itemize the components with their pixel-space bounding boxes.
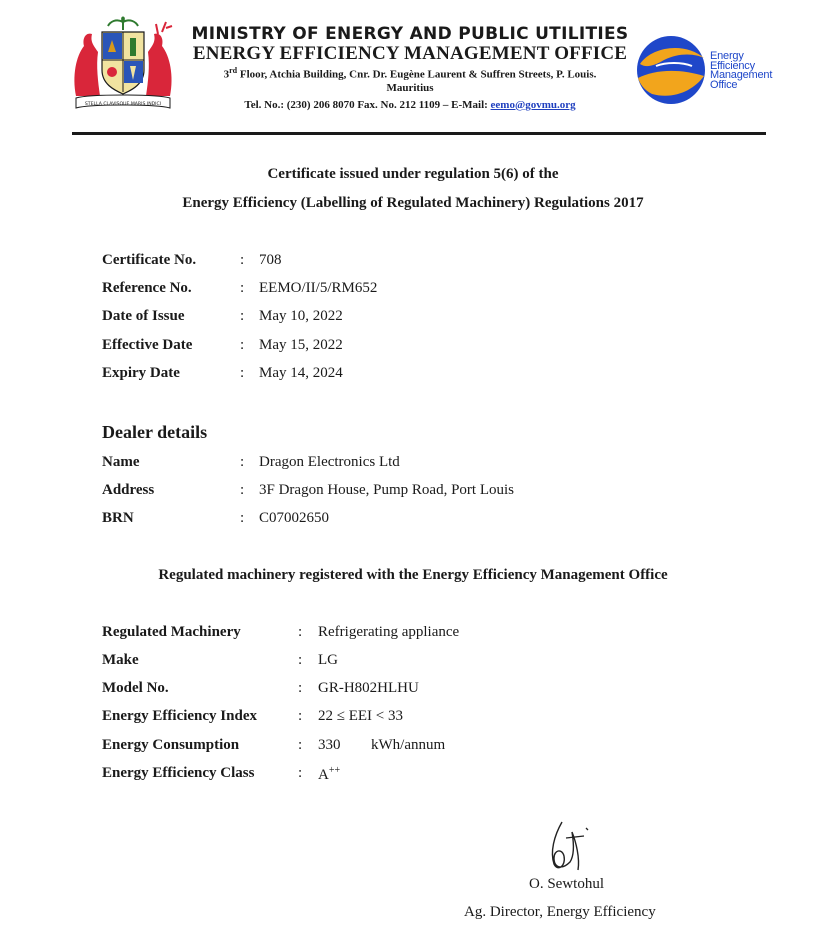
colon: : <box>240 510 245 526</box>
svg-text:STELLA CLAVISQUE MARIS INDICI: STELLA CLAVISQUE MARIS INDICI <box>84 102 162 107</box>
dealer-brn-label: BRN <box>102 510 134 526</box>
regulated-machinery-label: Regulated Machinery <box>102 624 241 640</box>
reference-no-label: Reference No. <box>102 280 192 296</box>
date-of-issue-label: Date of Issue <box>102 308 185 324</box>
handwritten-signature <box>540 818 604 874</box>
dealer-details-heading: Dealer details <box>102 422 208 442</box>
globe-logo-icon <box>634 34 708 106</box>
energy-consumption-label: Energy Consumption <box>102 737 240 753</box>
colon: : <box>298 652 303 668</box>
expiry-date-label: Expiry Date <box>102 365 180 381</box>
title-line-1: Certificate issued under regulation 5(6) of the <box>267 166 559 182</box>
effective-date-label: Effective Date <box>102 337 193 353</box>
make-label: Make <box>102 652 139 668</box>
colon: : <box>240 308 245 324</box>
machinery-heading: Regulated machinery registered with the Energy Efficiency Management Office <box>158 567 668 583</box>
colon: : <box>240 482 245 498</box>
logo-line: Management <box>710 69 773 81</box>
office-name: ENERGY EFFICIENCY MANAGEMENT OFFICE <box>192 43 628 64</box>
email-link[interactable]: eemo@govmu.org <box>490 98 576 111</box>
colon: : <box>298 680 303 696</box>
logo-line: Efficiency <box>710 59 755 72</box>
title-line-2: Energy Efficiency (Labelling of Regulated Machinery) Regulations 2017 <box>182 195 644 211</box>
colon: : <box>240 454 245 470</box>
colon: : <box>298 737 303 753</box>
office-address: 3rd Floor, Atchia Building, Cnr. Dr. Eugène Laurent & Suffren Streets, P. Louis. <box>223 66 597 81</box>
logo-text <box>710 52 772 90</box>
expiry-date-value: May 14, 2024 <box>259 365 343 381</box>
header-divider <box>72 132 766 135</box>
contact-text: Tel. No.: (230) 206 8070 Fax. No. 212 1109 – E-Mail: <box>244 98 491 111</box>
dealer-address-label: Address <box>102 482 155 498</box>
coat-of-arms-crest <box>70 16 176 112</box>
colon: : <box>298 765 303 781</box>
logo-line: Office <box>710 78 738 91</box>
office-country: Mauritius <box>386 81 434 94</box>
colon: : <box>240 337 245 353</box>
colon: : <box>240 252 245 268</box>
colon: : <box>240 280 245 296</box>
reference-no-value: EEMO/II/5/RM652 <box>259 280 378 296</box>
signatory-title: Ag. Director, Energy Efficiency <box>464 904 656 920</box>
eei-value: 22 ≤ EEI < 33 <box>318 708 404 724</box>
colon: : <box>240 365 245 381</box>
efficiency-class-value <box>318 765 340 784</box>
dealer-name-label: Name <box>102 454 140 470</box>
floor-superscript: rd <box>229 66 238 75</box>
efficiency-class-plus: ++ <box>328 765 341 776</box>
dealer-brn-value: C07002650 <box>259 510 330 526</box>
make-value: LG <box>318 652 338 668</box>
certificate-no-value: 708 <box>259 252 282 268</box>
eei-label: Energy Efficiency Index <box>102 708 257 724</box>
effective-date-value: May 15, 2022 <box>259 337 343 353</box>
model-no-value: GR-H802HLHU <box>318 680 419 696</box>
dealer-name-value: Dragon Electronics Ltd <box>259 454 400 470</box>
signatory-name: O. Sewtohul <box>529 876 604 892</box>
logo-line: Energy <box>710 50 744 62</box>
date-of-issue-value: May 10, 2022 <box>259 308 343 324</box>
efficiency-class-label: Energy Efficiency Class <box>102 765 255 781</box>
colon: : <box>298 708 303 724</box>
contact-line <box>180 98 640 112</box>
model-no-label: Model No. <box>102 680 169 696</box>
dealer-address-value: 3F Dragon House, Pump Road, Port Louis <box>259 482 514 498</box>
efficiency-class-letter: A <box>318 767 329 783</box>
eemo-logo <box>634 34 776 106</box>
energy-consumption-value: 330 <box>318 737 341 753</box>
energy-consumption-unit: kWh/annum <box>371 737 446 753</box>
certificate-no-label: Certificate No. <box>102 252 197 268</box>
ministry-name: MINISTRY OF ENERGY AND PUBLIC UTILITIES <box>191 24 629 44</box>
address-text: Floor, Atchia Building, Cnr. Dr. Eugène Laurent & Suffren Streets, P. Louis. <box>237 68 597 81</box>
colon: : <box>298 624 303 640</box>
letterhead <box>180 24 640 112</box>
regulated-machinery-value: Refrigerating appliance <box>318 624 460 640</box>
